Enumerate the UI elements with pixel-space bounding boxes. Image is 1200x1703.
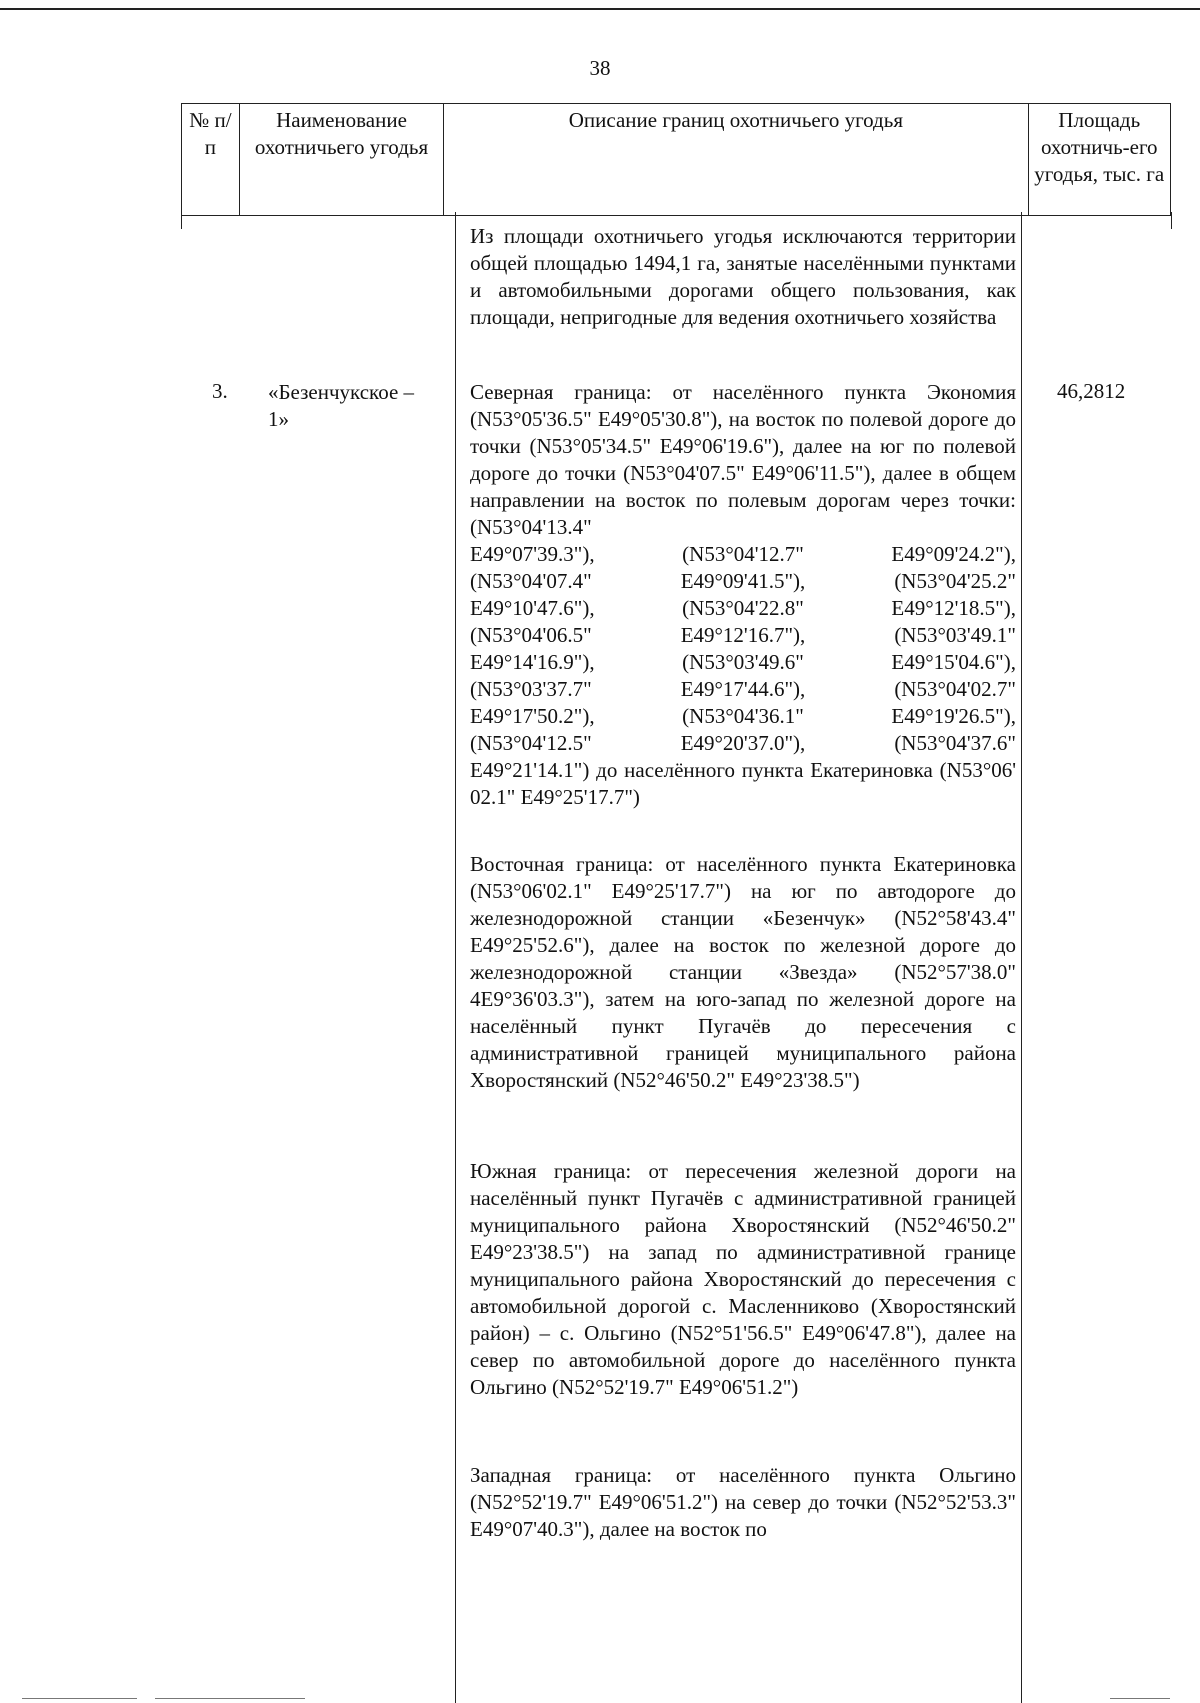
coordinate: E49°17'44.6"), <box>680 677 806 701</box>
bottom-rule <box>155 1698 305 1699</box>
coordinate-row <box>470 568 1016 595</box>
coordinate: (N53°04'25.2" <box>894 569 1016 593</box>
table-border <box>1171 212 1172 229</box>
coordinate: E49°17'50.2"), <box>470 704 595 728</box>
coordinate: E49°19'26.5"), <box>891 704 1016 728</box>
north-boundary-intro: Северная граница: от населённого пункта Экономия (N53°05'36.5" E49°05'30.8"), на восток по полевой дороге до точки (N53°05'34.5" E49°06'19.6"), далее на юг по полевой дороге до точки (N53°04'07.5" E49°06'11.5"), далее в общем направлении на восток по полевым дорогам через точки: (N53°04'13.4" <box>470 380 1016 539</box>
coordinate-row <box>470 595 1016 622</box>
page-number: 38 <box>589 56 611 80</box>
coordinate: E49°20'37.0"), <box>680 731 806 755</box>
coordinate: (N53°03'37.7" <box>470 677 592 701</box>
header-name: Наименование охотничьего угодья <box>239 104 443 216</box>
header-description: Описание границ охотничьего угодья <box>444 104 1028 216</box>
east-boundary-paragraph: Восточная граница: от населённого пункта Екатериновка (N53°06'02.1" E49°25'17.7") на юг по автодороге до железнодорожной станции «Безенчук» (N52°58'43.4" E49°25'52.6"), далее на восток по железной дороге до железнодорожной станции «Звезда» (N52°57'38.0" 4E9°36'03.3"), затем на юго-запад по железной дороге на населённый пункт Пугачёв до пересечения с административной границей муниципального района Хворостянский (N52°46'50.2" E49°23'38.5") <box>470 852 1016 1092</box>
coordinate: (N53°04'06.5" <box>470 623 592 647</box>
coordinate: (N53°04'12.7" <box>682 542 804 566</box>
coordinate: (N53°03'49.1" <box>894 623 1016 647</box>
table-border <box>181 212 182 229</box>
coordinate: E49°07'39.3"), <box>470 542 595 566</box>
coordinate: (N53°04'07.4" <box>470 569 592 593</box>
coordinate-row <box>470 703 1016 730</box>
bottom-rule <box>1110 1698 1170 1699</box>
column-divider <box>455 212 456 1703</box>
coordinate: (N53°03'49.6" <box>682 650 804 674</box>
coordinate-row <box>470 649 1016 676</box>
coordinate: E49°14'16.9"), <box>470 650 595 674</box>
column-divider <box>1021 212 1022 1703</box>
carryover-paragraph: Из площади охотничьего угодья исключаются территории общей площадью 1494,1 га, занятые населёнными пунктами и автомобильными дорогами общего пользования, как площади, непригодные для ведения охотничьего хозяйства <box>470 224 1016 329</box>
coordinate-grid <box>470 541 1016 757</box>
coordinate-row <box>470 622 1016 649</box>
coordinate: E49°15'04.6"), <box>891 650 1016 674</box>
coordinate-row <box>470 676 1016 703</box>
coordinate: E49°10'47.6"), <box>470 596 595 620</box>
top-rule <box>0 8 1200 10</box>
coordinate: (N53°04'37.6" <box>894 731 1016 755</box>
coordinate: E49°12'18.5"), <box>891 596 1016 620</box>
row-number: 3. <box>212 379 228 403</box>
header-area: Площадь охотничь-его угодья, тыс. га <box>1028 104 1170 216</box>
coordinate: (N53°04'22.8" <box>682 596 804 620</box>
header-number: № п/п <box>182 104 240 216</box>
coordinate: (N53°04'36.1" <box>682 704 804 728</box>
coordinate: E49°09'24.2"), <box>891 542 1016 566</box>
row-area: 46,2812 <box>1057 379 1126 403</box>
coordinate-row <box>470 730 1016 757</box>
coordinate: (N53°04'12.5" <box>470 731 592 755</box>
south-boundary-paragraph: Южная граница: от пересечения железной дороги на населённый пункт Пугачёв с административной границей муниципального района Хворостянский (N52°46'50.2" E49°23'38.5") на запад по административной границе муниципального района Хворостянский до пересечения с автомобильной дорогой с. Масленниково (Хворостянский район) – с. Ольгино (N52°51'56.5" E49°06'47.8"), далее на север по автомобильной дороге до населённого пункта Ольгино (N52°52'19.7" E49°06'51.2") <box>470 1159 1016 1399</box>
coordinate: (N53°04'02.7" <box>894 677 1016 701</box>
row-name: «Безенчукское – 1» <box>268 380 415 431</box>
west-boundary-paragraph: Западная граница: от населённого пункта Ольгино (N52°52'19.7" E49°06'51.2") на север до точки (N52°52'53.3" E49°07'40.3"), далее на восток по <box>470 1463 1016 1541</box>
coordinate-row <box>470 541 1016 568</box>
north-boundary-outro: E49°21'14.1") до населённого пункта Екатериновка (N53°06' 02.1" E49°25'17.7") <box>470 758 1016 809</box>
table-header <box>181 103 1171 216</box>
coordinate: E49°12'16.7"), <box>680 623 806 647</box>
coordinate: E49°09'41.5"), <box>680 569 806 593</box>
bottom-rule <box>22 1698 137 1699</box>
